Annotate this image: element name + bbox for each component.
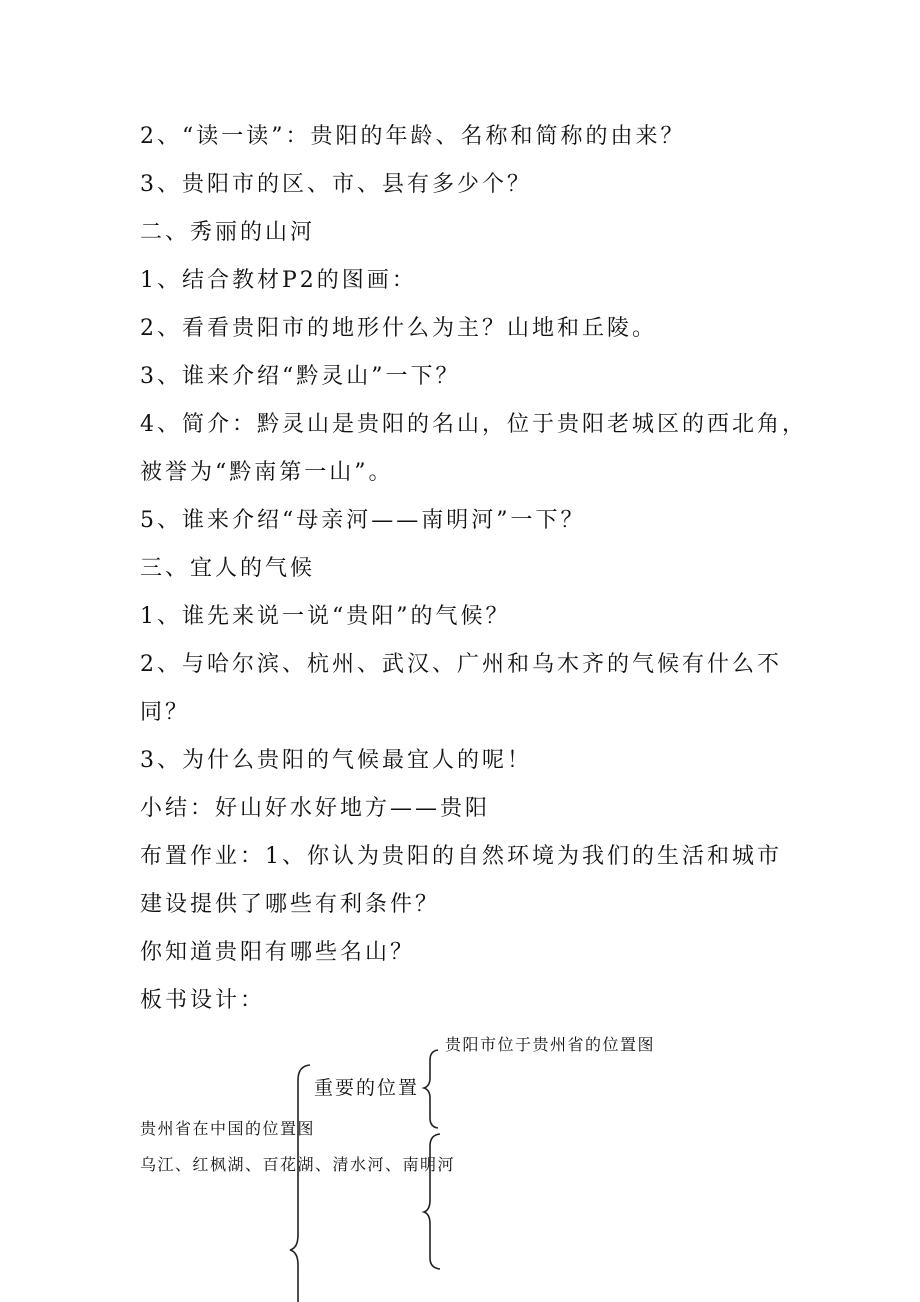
board-rivers-label: 乌江、红枫湖、百花湖、清水河、南明河: [140, 1155, 456, 1174]
homework-line: 布置作业：1、你认为贵阳的自然环境为我们的生活和城市: [140, 844, 782, 869]
board-top-right-label: 贵阳市位于贵州省的位置图: [445, 1035, 656, 1054]
text-line: 1、谁先来说一说“贵阳”的气候？: [140, 604, 511, 629]
text-line: 同？: [140, 700, 191, 725]
text-line: 4、简介：黔灵山是贵阳的名山，位于贵阳老城区的西北角，: [140, 412, 807, 437]
section-heading: 三、宜人的气候: [140, 556, 316, 581]
text-line: 3、贵阳市的区、市、县有多少个？: [140, 172, 532, 197]
summary-line: 小结：好山好水好地方——贵阳: [140, 796, 491, 821]
text-line: 2、“读一读”：贵阳的年龄、名称和简称的由来？: [140, 124, 686, 149]
text-line: 1、结合教材P2的图画：: [140, 268, 417, 293]
text-line: 你知道贵阳有哪些名山？: [140, 940, 416, 965]
board-left-label: 贵州省在中国的位置图: [140, 1119, 316, 1138]
section-heading: 二、秀丽的山河: [140, 220, 316, 245]
homework-line: 建设提供了哪些有利条件？: [140, 892, 441, 917]
large-brace: [290, 1065, 310, 1302]
upper-small-brace: [424, 1050, 438, 1128]
text-line: 3、谁来介绍“黔灵山”一下？: [140, 364, 461, 389]
text-line: 3、为什么贵阳的气候最宜人的呢！: [140, 748, 532, 773]
text-line: 被誉为“黔南第一山”。: [140, 460, 394, 485]
board-design-heading: 板书设计：: [140, 988, 266, 1013]
text-line: 2、与哈尔滨、杭州、武汉、广州和乌木齐的气候有什么不: [140, 652, 782, 677]
text-line: 5、谁来介绍“母亲河——南明河”一下？: [140, 508, 586, 533]
text-line: 2、看看贵阳市的地形什么为主？山地和丘陵。: [140, 316, 657, 341]
board-branch-label: 重要的位置: [314, 1077, 420, 1099]
